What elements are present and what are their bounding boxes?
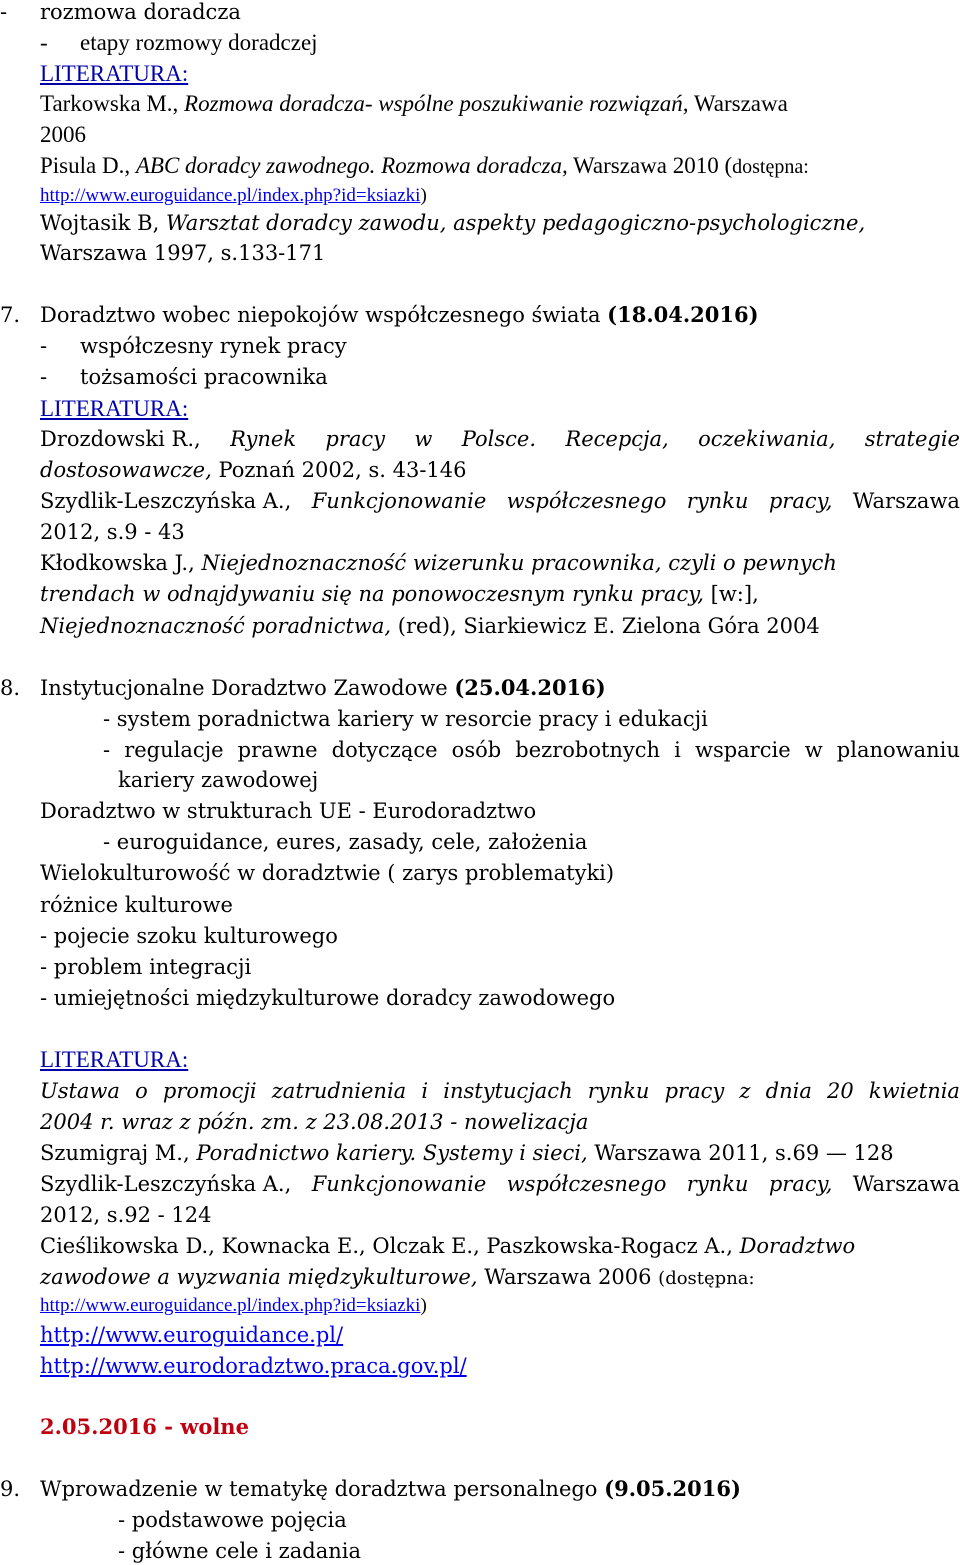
s8-item-1: - system poradnictwa kariery w resorcie pracy i edukacji — [103, 707, 708, 731]
s6-ref-2-subtitle: Rozmowa doradcza, — [375, 153, 568, 178]
s7-number: 7. — [0, 303, 21, 327]
s8-multi-line: różnice kulturowe — [40, 893, 233, 917]
s7-ref-1-word: Recepcja, — [565, 427, 669, 451]
s7-title: Doradztwo wobec niepokojów współczesnego świata — [40, 303, 608, 327]
s8-item-2-word: bezrobotnych — [515, 738, 661, 762]
s6-ref-1-title: Rozmowa doradcza- wspólne poszukiwanie rozwiązań, — [184, 91, 689, 116]
s7-ref-3-title-3: Niejednoznaczność poradnictwa, — [40, 614, 392, 638]
s7-ref-1-word: pracy — [325, 427, 386, 451]
s8-ref-2-word: pracy, — [768, 1172, 833, 1196]
s6-ref-2-title: ABC doradcy zawodnego. — [135, 153, 376, 178]
s7-ref-1-word: Polsce. — [461, 427, 537, 451]
s8-law-word: pracy — [664, 1079, 725, 1103]
s8-law-word: promocji — [162, 1079, 257, 1103]
s8-ref-3-title-1: Doradztwo — [739, 1234, 856, 1258]
s8-law-word: 20 — [827, 1079, 854, 1103]
s7-ref-1-word: strategie — [864, 427, 960, 451]
s6-ref-2-author: Pisula D., — [40, 153, 136, 178]
s8-ref-3-line2 — [40, 1264, 755, 1292]
s6-ref-2 — [40, 153, 809, 180]
s8-ref-2-word: Funkcjonowanie — [311, 1172, 487, 1196]
s8-heading — [0, 675, 606, 701]
s8-ref-2-place: Warszawa — [852, 1172, 960, 1196]
s8-ref-2-word: współczesnego — [506, 1172, 667, 1196]
s6-ref-2-place: Warszawa 2010 ( — [567, 153, 733, 178]
s8-item-2-word: i — [674, 738, 681, 762]
s8-number: 8. — [0, 676, 21, 700]
s8-law-word: kwietnia — [868, 1079, 960, 1103]
s8-ref-2-word: rynku — [686, 1172, 749, 1196]
s8-ref-3-authors: Cieślikowska D., Kownacka E., Olczak E., Paszkowska-Rogacz A., — [40, 1234, 740, 1258]
s7-topic-2-text: tożsamości pracownika — [80, 365, 328, 389]
s6-ref-1-place: Warszawa — [688, 91, 788, 116]
s6-ref-2-avail: dostępna: — [732, 156, 809, 178]
s8-item-2-word: dotyczące — [331, 738, 438, 762]
s8-law-word: rynku — [587, 1079, 650, 1103]
s7-ref-3-title-2: trendach w odnajdywaniu się na ponowoczesnym rynku pracy, — [40, 582, 704, 606]
s6-ref-3-title: Warsztat doradcy zawodu, aspekty pedagogiczno-psychologiczne, — [165, 211, 866, 235]
s7-ref-3-title-1: Niejednoznaczność wizerunku pracownika, czyli o pewnych — [201, 551, 837, 575]
s7-ref-2-word: współczesnego — [506, 489, 667, 513]
s6-ref-3-place: Warszawa 1997, s.133-171 — [40, 241, 326, 265]
s8-item-2-word: prawne — [237, 738, 318, 762]
s7-ref-3 — [40, 550, 837, 576]
s7-ref-2-line2: 2012, s.9 - 43 — [40, 520, 185, 544]
s7-ref-1-title-end: dostosowawcze, — [40, 458, 212, 482]
s8-item-2-word: regulacje — [124, 738, 224, 762]
s8-law-word: zatrudnienia — [271, 1079, 407, 1103]
s8-law-word: instytucjach — [443, 1079, 573, 1103]
s8-multi-line: - umiejętności międzykulturowe doradcy zawodowego — [40, 986, 616, 1010]
s8-law-word: o — [135, 1079, 148, 1103]
s7-ref-2-word: Funkcjonowanie — [311, 489, 487, 513]
s6-ref-1 — [40, 91, 788, 117]
s8-law-line2-text: 2004 r. wraz z późn. zm. z 23.08.2013 - nowelizacja — [40, 1110, 589, 1134]
s7-ref-3-author: Kłodkowska J., — [40, 551, 202, 575]
s6-topic-2: - etapy rozmowy doradczej — [40, 30, 318, 55]
s8-ref-3-close: ) — [420, 1295, 427, 1316]
s6-ref-2-close: ) — [420, 185, 427, 206]
s7-topic-1-text: współczesny rynek pracy — [80, 334, 347, 358]
s8-multi-line: - problem integracji — [40, 955, 252, 979]
s8-ref-3-place: Warszawa 2006 — [477, 1265, 659, 1289]
s8-item-2-cont: kariery zawodowej — [118, 768, 319, 792]
s7-ref-1-word: Rynek — [230, 427, 297, 451]
s8-law-word: i — [421, 1079, 429, 1103]
s6-literature-label: LITERATURA: — [40, 61, 189, 86]
s8-ref-1-dash: — — [825, 1141, 847, 1165]
s8-ref-1 — [40, 1140, 894, 1166]
s8-ref-1-author: Szumigraj M., — [40, 1141, 197, 1165]
s7-date: (18.04.2016) — [607, 302, 759, 327]
s6-ref-3 — [40, 210, 865, 236]
s8-ref-3-title-2: zawodowe a wyzwania międzykulturowe, — [40, 1265, 478, 1289]
s8-link-euroguidance[interactable]: http://www.euroguidance.pl/ — [40, 1323, 344, 1347]
s7-ref-1 — [40, 426, 960, 452]
s7-heading — [0, 302, 759, 328]
s6-ref-1-author: Tarkowska M., — [40, 91, 185, 116]
s8-item-2-word: - — [103, 738, 111, 762]
s8-date: (25.04.2016) — [454, 675, 606, 700]
s8-ue-item: - euroguidance, eures, zasady, cele, założenia — [103, 830, 588, 854]
s6-ref-2-url[interactable]: http://www.euroguidance.pl/index.php?id=ksiazki — [40, 185, 421, 206]
s8-ref-3-url-line — [40, 1293, 427, 1319]
s9-item: - główne cele i zadania — [118, 1539, 361, 1563]
s9-title: Wprowadzenie w tematykę doradztwa personalnego — [40, 1477, 605, 1501]
s8-item-2-word: wsparcie — [694, 738, 791, 762]
s8-ref-3-avail: (dostępna: — [658, 1268, 755, 1289]
s7-ref-1-author: Drozdowski R., — [40, 427, 201, 451]
s8-ref-1-end: 128 — [846, 1141, 894, 1165]
s8-link-1-line — [40, 1322, 343, 1348]
s8-link-2-line — [40, 1353, 467, 1379]
s8-ref-1-place: Warszawa 2011, s.69 — [587, 1141, 826, 1165]
s7-ref-1-line2 — [40, 457, 467, 483]
free-day-notice: 2.05.2016 - wolne — [40, 1414, 249, 1439]
s7-ref-1-word: oczekiwania, — [698, 427, 836, 451]
s8-ref-1-title: Poradnictwo kariery. Systemy i sieci, — [196, 1141, 588, 1165]
s7-ref-3-in: [w:], — [703, 582, 759, 606]
s9-item: - podstawowe pojęcia — [118, 1508, 347, 1532]
s6-ref-2-url-line — [40, 183, 427, 209]
s7-topic-2: - tożsamości pracownika — [40, 365, 328, 389]
s7-ref-3-line3 — [40, 613, 820, 639]
s8-law-line2 — [40, 1109, 588, 1135]
s8-ref-2 — [40, 1171, 960, 1197]
s7-ref-2-place: Warszawa — [852, 489, 960, 513]
s8-ref-2-line2: 2012, s.92 - 124 — [40, 1203, 212, 1227]
s7-ref-3-end: (red), Siarkiewicz E. Zielona Góra 2004 — [391, 614, 820, 638]
s9-date: (9.05.2016) — [604, 1476, 741, 1501]
s8-law-word: dnia — [765, 1079, 812, 1103]
s9-number: 9. — [0, 1477, 21, 1501]
s8-item-2 — [103, 737, 960, 763]
s6-topic-2-text: etapy rozmowy doradczej — [80, 30, 318, 55]
s6-ref-1-year: 2006 — [40, 122, 86, 147]
s8-item-2-word: osób — [451, 738, 502, 762]
s6-topic-1-text: rozmowa doradcza — [40, 0, 241, 24]
s7-ref-3-line2 — [40, 581, 759, 607]
s7-literature-label: LITERATURA: — [40, 396, 189, 421]
s8-law-word: Ustawa — [40, 1079, 120, 1103]
s8-title: Instytucjonalne Doradztwo Zawodowe — [40, 676, 455, 700]
s8-multi-line: - pojecie szoku kulturowego — [40, 924, 338, 948]
s7-ref-2-word: pracy, — [768, 489, 833, 513]
s8-link-eurodoradztwo[interactable]: http://www.eurodoradztwo.praca.gov.pl/ — [40, 1354, 467, 1378]
s8-item-2-word: planowaniu — [836, 738, 960, 762]
s7-ref-2-author: Szydlik-Leszczyńska A., — [40, 489, 292, 513]
s9-heading — [0, 1476, 741, 1502]
s7-ref-1-place: Poznań 2002, s. 43-146 — [211, 458, 467, 482]
s6-topic-1: - rozmowa doradcza — [0, 0, 241, 24]
s8-law — [40, 1078, 960, 1104]
s7-ref-2-word: rynku — [686, 489, 749, 513]
s8-multi-heading: Wielokulturowość w doradztwie ( zarys problematyki) — [40, 861, 615, 885]
s7-topic-1: - współczesny rynek pracy — [40, 334, 347, 358]
s7-ref-1-word: w — [414, 427, 433, 451]
s8-literature-label: LITERATURA: — [40, 1047, 189, 1072]
s7-ref-2 — [40, 488, 960, 514]
s8-item-2-word: w — [804, 738, 823, 762]
s8-ref-3-url[interactable]: http://www.euroguidance.pl/index.php?id=ksiazki — [40, 1295, 421, 1316]
s8-ref-3 — [40, 1233, 855, 1259]
s8-law-word: z — [739, 1079, 751, 1103]
s8-ue-heading: Doradztwo w strukturach UE - Eurodoradztwo — [40, 799, 537, 823]
s6-ref-3-author: Wojtasik B, — [40, 211, 166, 235]
s8-ref-2-author: Szydlik-Leszczyńska A., — [40, 1172, 292, 1196]
